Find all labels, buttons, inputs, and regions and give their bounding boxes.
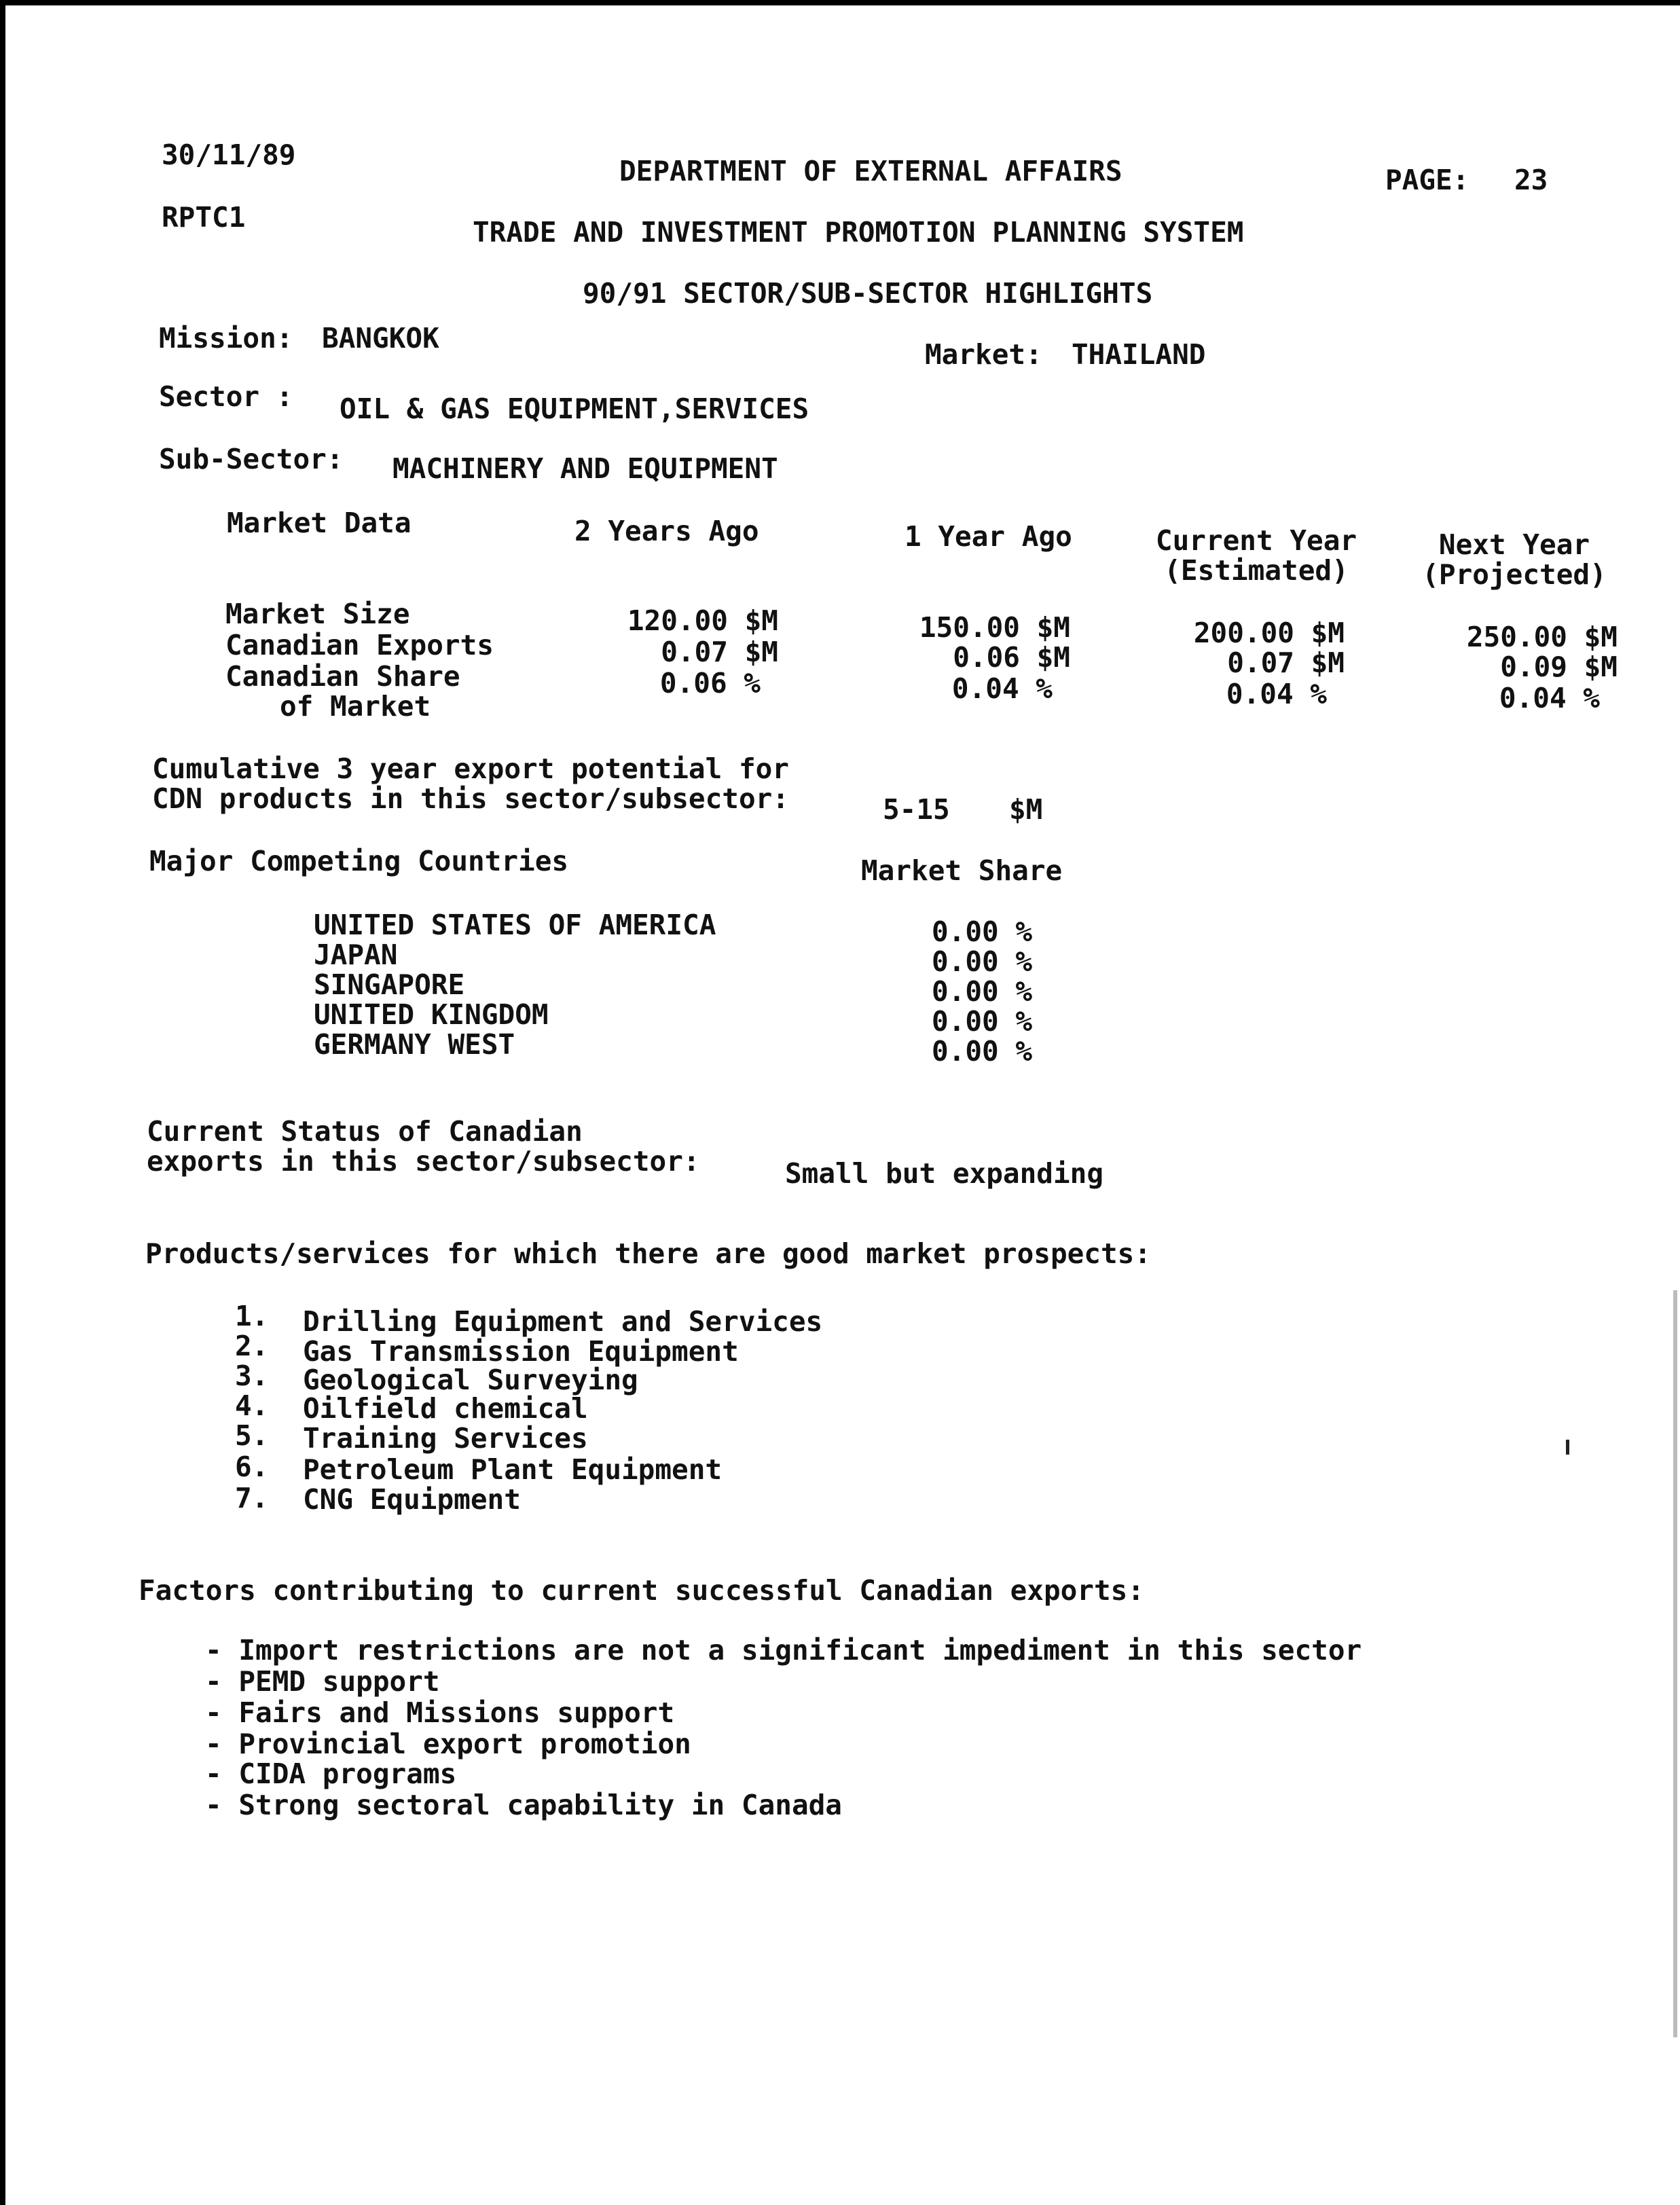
competitor-country: UNITED STATES OF AMERICA [314,909,716,941]
potential-unit: $M [1009,793,1043,826]
system-title: TRADE AND INVESTMENT PROMOTION PLANNING SYSTEM [473,216,1244,249]
market-share-heading: Market Share [861,854,1063,887]
factor-item: - Import restrictions are not a significant impediment in this sector [205,1634,1362,1666]
market-label: Market: [925,338,1042,371]
report-subtitle: 90/91 SECTOR/SUB-SECTOR HIGHLIGHTS [583,277,1153,310]
cell-market-size-next: 250.00 $M [1466,621,1618,653]
col-next-year: Next Year [1438,528,1590,561]
mission-label: Mission: [159,322,293,354]
scan-border-left [0,0,5,2205]
cell-share-current: 0.04 % [1226,678,1327,710]
product-number: 2. [235,1330,269,1362]
competitor-share: 0.00 % [932,1005,1033,1038]
competitor-country: GERMANY WEST [314,1028,515,1061]
product-number: 5. [235,1419,269,1452]
col-1-year-ago: 1 Year Ago [905,520,1072,553]
factors-heading: Factors contributing to current successful Canadian exports: [139,1574,1145,1607]
product-item: Geological Surveying [303,1364,638,1396]
product-item: Drilling Equipment and Services [303,1305,823,1338]
competitor-share: 0.00 % [932,915,1033,948]
cell-share-next: 0.04 % [1499,682,1600,714]
product-number: 4. [235,1389,269,1422]
subsector-label: Sub-Sector: [159,443,344,475]
product-item: Petroleum Plant Equipment [303,1453,723,1486]
col-2-years-ago: 2 Years Ago [574,515,759,547]
report-date: 30/11/89 [162,139,296,171]
factor-item: - PEMD support [205,1665,440,1698]
page-label: PAGE: [1385,164,1469,196]
page-number: 23 [1514,164,1548,196]
row-label-canadian-share: Canadian Share [225,660,460,693]
cell-exports-current: 0.07 $M [1227,646,1345,679]
col-current-estimated: (Estimated) [1164,554,1349,587]
competitor-country: SINGAPORE [314,968,465,1001]
competitor-country: UNITED KINGDOM [314,998,549,1031]
product-item: Oilfield chemical [303,1392,588,1425]
col-current-year: Current Year [1155,524,1357,557]
products-heading: Products/services for which there are good market prospects: [145,1237,1152,1270]
cell-share-1y: 0.04 % [951,672,1053,705]
competitors-heading: Major Competing Countries [149,845,569,877]
cell-exports-2y: 0.07 $M [661,636,778,668]
competitor-share: 0.00 % [932,975,1033,1008]
subsector-value: MACHINERY AND EQUIPMENT [392,452,778,485]
sector-label: Sector : [159,380,293,413]
row-label-market-size: Market Size [225,598,410,630]
col-next-projected: (Projected) [1422,558,1607,591]
status-value: Small but expanding [785,1157,1103,1190]
cell-exports-next: 0.09 $M [1500,651,1618,683]
row-label-canadian-exports: Canadian Exports [225,629,494,661]
product-number: 1. [235,1300,269,1332]
report-code: RPTC1 [162,201,246,234]
scan-mark [1566,1440,1569,1455]
cell-market-size-1y: 150.00 $M [919,611,1070,644]
cell-share-2y: 0.06 % [659,667,761,699]
competitor-share: 0.00 % [932,1035,1033,1068]
competitor-share: 0.00 % [932,945,1033,978]
product-number: 6. [235,1451,269,1483]
row-label-of-market: of Market [280,690,431,723]
market-data-heading: Market Data [227,507,412,539]
market-value: THAILAND [1072,338,1206,371]
competitor-country: JAPAN [314,939,398,971]
product-item: Gas Transmission Equipment [303,1335,739,1368]
product-item: CNG Equipment [303,1483,521,1516]
cell-exports-1y: 0.06 $M [953,641,1070,674]
status-line-2: exports in this sector/subsector: [147,1145,700,1178]
product-number: 7. [235,1482,269,1514]
scan-border-top [0,0,1680,5]
factor-item: - CIDA programs [205,1757,457,1790]
cell-market-size-2y: 120.00 $M [627,604,778,637]
potential-line-1: Cumulative 3 year export potential for [152,752,789,785]
factor-item: - Strong sectoral capability in Canada [205,1789,842,1821]
factor-item: - Provincial export promotion [205,1728,691,1760]
product-number: 3. [235,1360,269,1392]
cell-market-size-current: 200.00 $M [1193,617,1345,649]
potential-line-2: CDN products in this sector/subsector: [152,782,789,815]
status-line-1: Current Status of Canadian [147,1115,583,1148]
sector-value: OIL & GAS EQUIPMENT,SERVICES [340,393,809,425]
scan-edge [1673,1290,1677,2037]
department-title: DEPARTMENT OF EXTERNAL AFFAIRS [619,155,1122,187]
potential-range: 5-15 [883,793,950,826]
factor-item: - Fairs and Missions support [205,1696,675,1729]
product-item: Training Services [303,1422,588,1455]
mission-value: BANGKOK [322,322,439,354]
